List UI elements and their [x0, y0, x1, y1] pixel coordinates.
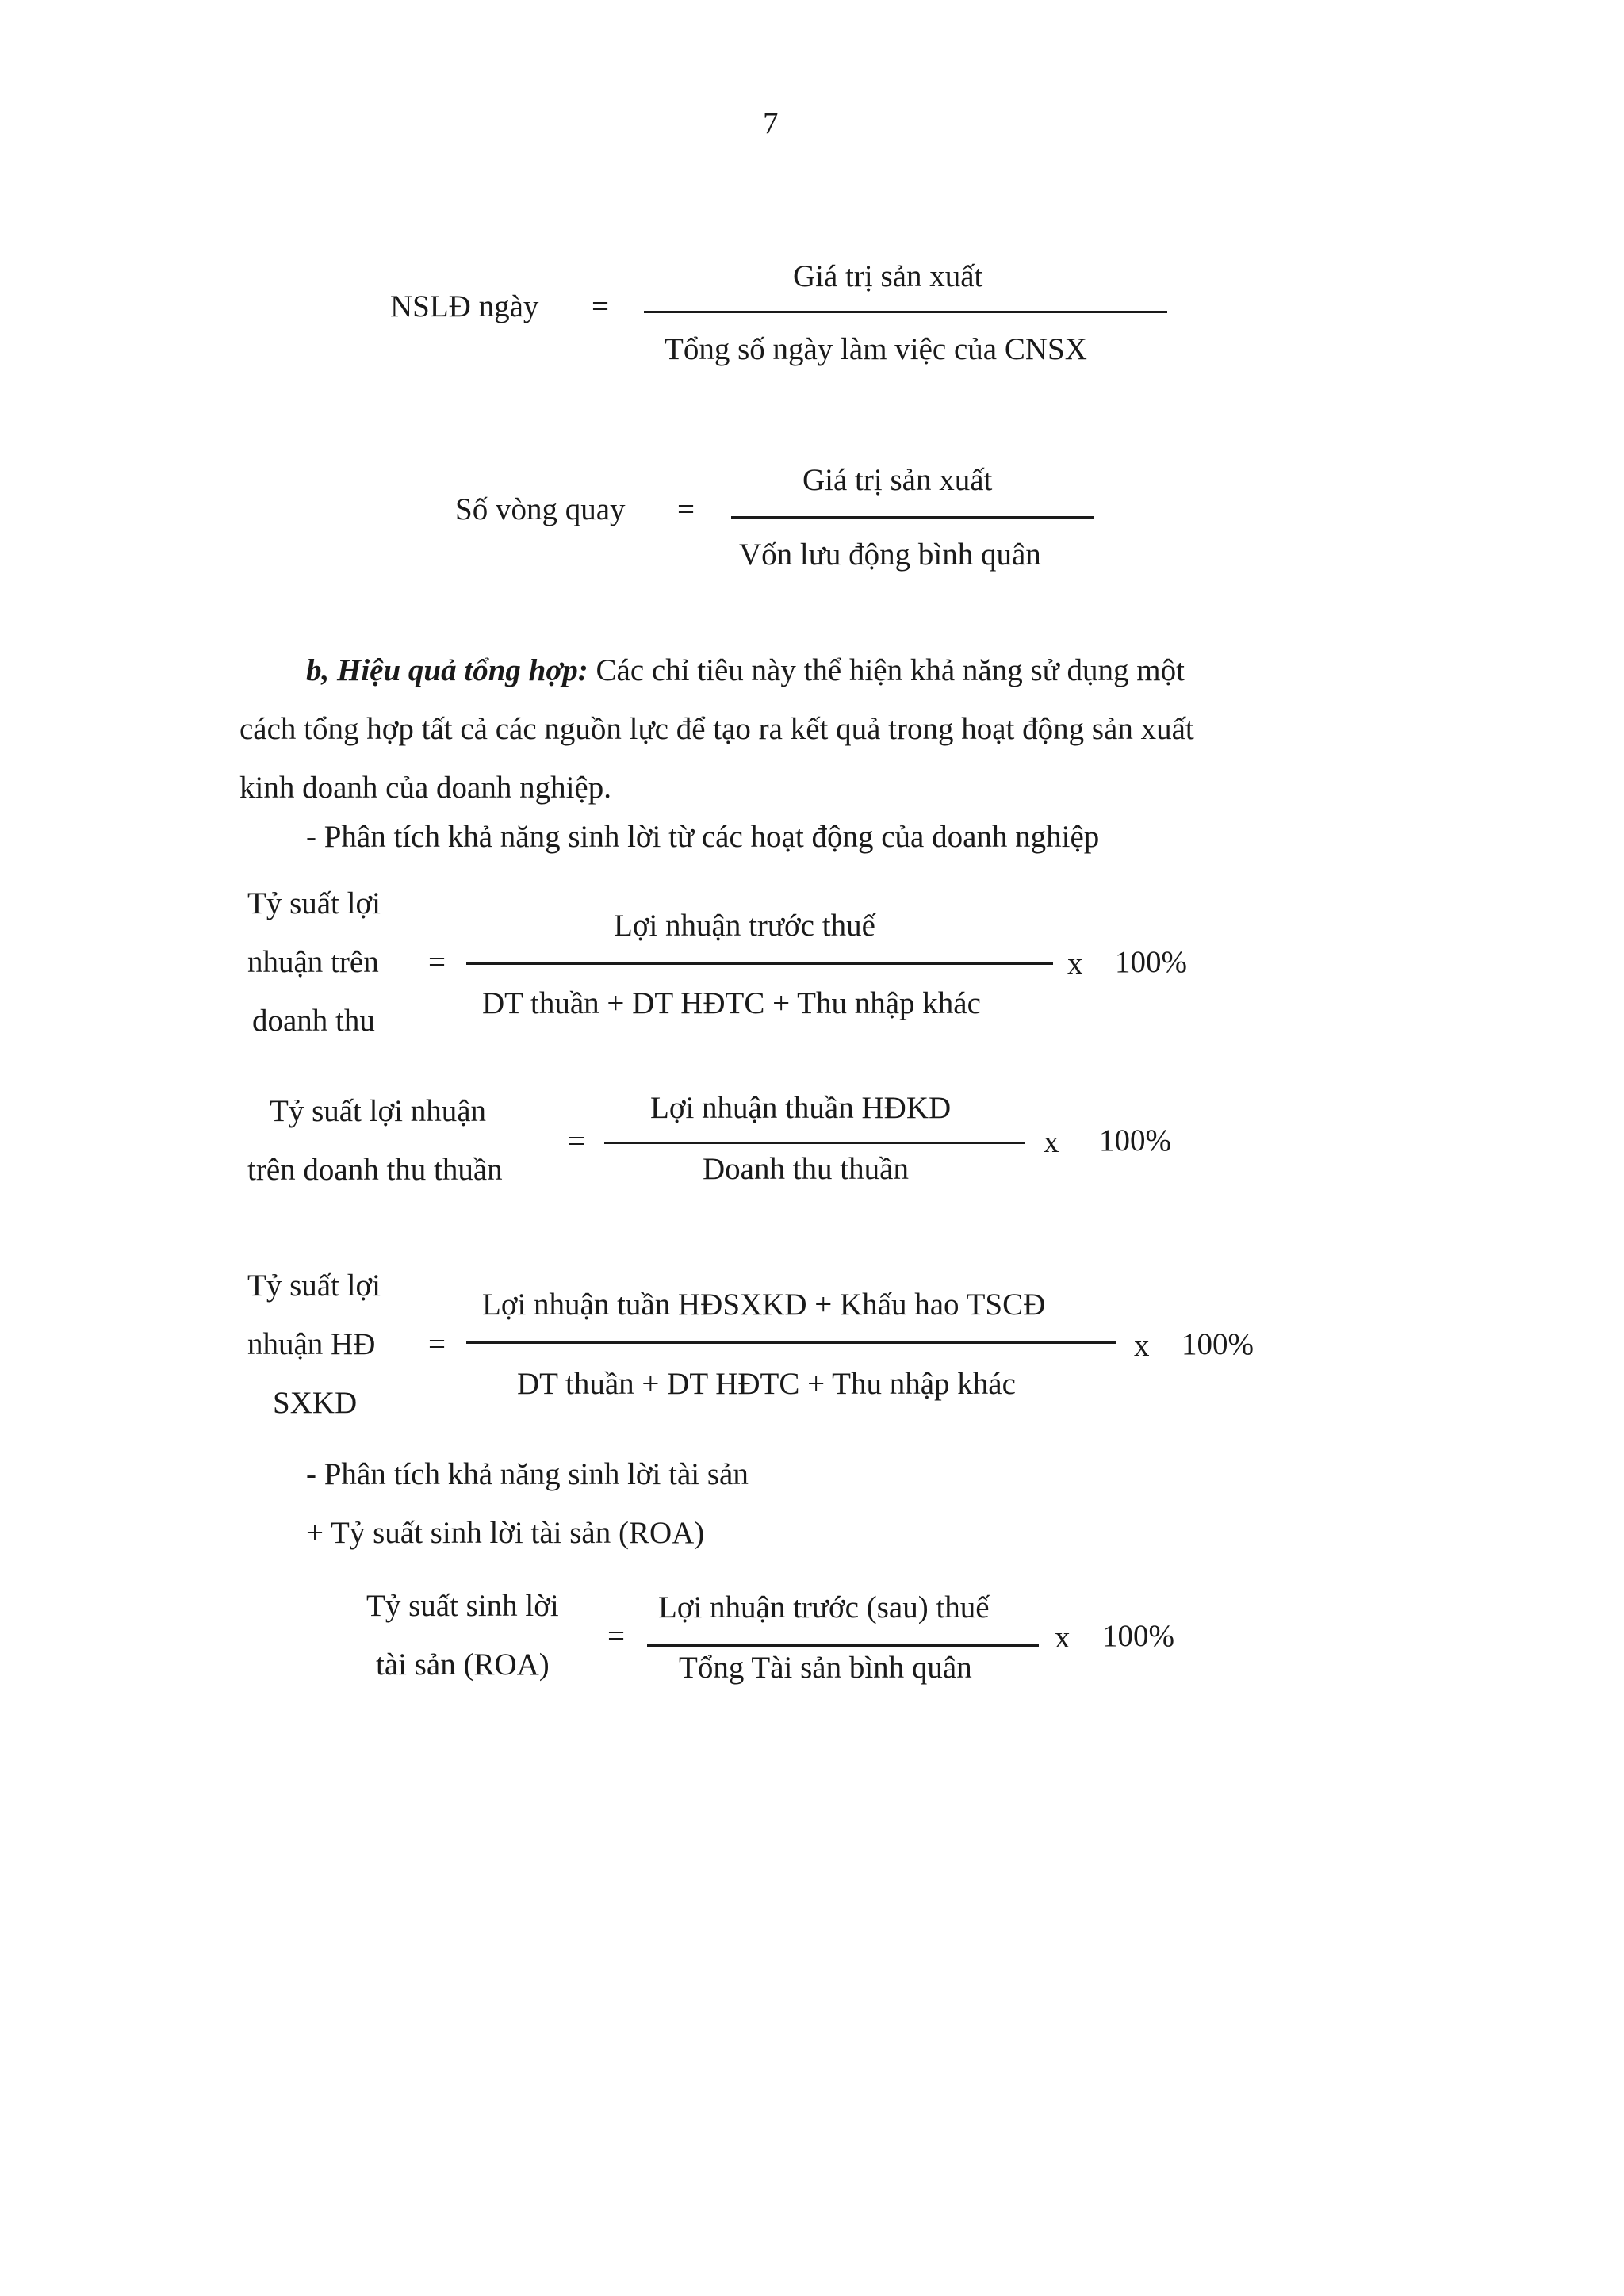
- denominator: DT thuần + DT HĐTC + Thu nhập khác: [517, 1367, 1016, 1401]
- numerator: Giá trị sản xuất: [793, 259, 983, 293]
- fraction-bar: [466, 1341, 1116, 1344]
- equals-sign: =: [607, 1619, 625, 1653]
- numerator: Lợi nhuận thuần HĐKD: [650, 1091, 952, 1125]
- equals-sign: =: [428, 945, 446, 979]
- percent-value: 100%: [1102, 1619, 1174, 1653]
- formula-label: NSLĐ ngày: [390, 289, 539, 323]
- bullet-item: + Tỷ suất sinh lời tài sản (ROA): [306, 1516, 705, 1550]
- percent-value: 100%: [1182, 1327, 1254, 1361]
- times-sign: x: [1055, 1621, 1071, 1655]
- fraction-bar: [731, 516, 1094, 519]
- fraction-bar: [647, 1644, 1039, 1647]
- denominator: Tổng số ngày làm việc của CNSX: [665, 332, 1087, 366]
- formula-label-line: nhuận trên: [247, 945, 379, 979]
- page-number: 7: [763, 106, 779, 140]
- equals-sign: =: [428, 1327, 446, 1361]
- paragraph-line: [306, 655, 1185, 686]
- times-sign: x: [1044, 1125, 1059, 1159]
- formula-label-line: Tỷ suất lợi: [247, 1269, 381, 1303]
- denominator: Tổng Tài sản bình quân: [679, 1651, 972, 1685]
- bullet-item: - Phân tích khả năng sinh lời từ các hoạt động của doanh nghiệp: [306, 820, 1100, 854]
- bullet-item: - Phân tích khả năng sinh lời tài sản: [306, 1457, 749, 1491]
- formula-label-line: Tỷ suất lợi: [247, 886, 381, 920]
- formula-label-line: trên doanh thu thuần: [247, 1153, 503, 1187]
- formula-label-line: SXKD: [273, 1386, 358, 1420]
- paragraph-line: cách tổng hợp tất cả các nguồn lực để tạo ra kết quả trong hoạt động sản xuất: [239, 712, 1194, 746]
- times-sign: x: [1134, 1329, 1150, 1363]
- denominator: Vốn lưu động bình quân: [739, 538, 1041, 572]
- numerator: Lợi nhuận trước thuế: [614, 909, 875, 943]
- percent-value: 100%: [1115, 945, 1187, 979]
- formula-label: Số vòng quay: [455, 492, 626, 526]
- equals-sign: =: [592, 289, 609, 323]
- denominator: DT thuần + DT HĐTC + Thu nhập khác: [482, 986, 981, 1020]
- denominator: Doanh thu thuần: [703, 1152, 909, 1186]
- numerator: Lợi nhuận tuần HĐSXKD + Khấu hao TSCĐ: [482, 1288, 1046, 1322]
- formula-label-line: tài sản (ROA): [376, 1647, 550, 1682]
- percent-value: 100%: [1099, 1123, 1171, 1158]
- section-heading: b, Hiệu quả tổng hợp:: [306, 653, 588, 687]
- fraction-bar: [466, 962, 1053, 965]
- times-sign: x: [1067, 947, 1083, 981]
- paragraph-text: Các chỉ tiêu này thể hiện khả năng sử dụng một: [588, 653, 1185, 687]
- formula-label-line: Tỷ suất lợi nhuận: [270, 1094, 486, 1128]
- fraction-bar: [644, 311, 1167, 313]
- paragraph-line: kinh doanh của doanh nghiệp.: [239, 771, 611, 805]
- formula-label-line: Tỷ suất sinh lời: [366, 1589, 559, 1623]
- equals-sign: =: [677, 492, 695, 526]
- formula-label-line: doanh thu: [252, 1004, 375, 1038]
- formula-label-line: nhuận HĐ: [247, 1327, 376, 1361]
- numerator: Lợi nhuận trước (sau) thuế: [658, 1590, 990, 1624]
- numerator: Giá trị sản xuất: [802, 463, 993, 497]
- fraction-bar: [604, 1142, 1025, 1144]
- equals-sign: =: [568, 1124, 585, 1158]
